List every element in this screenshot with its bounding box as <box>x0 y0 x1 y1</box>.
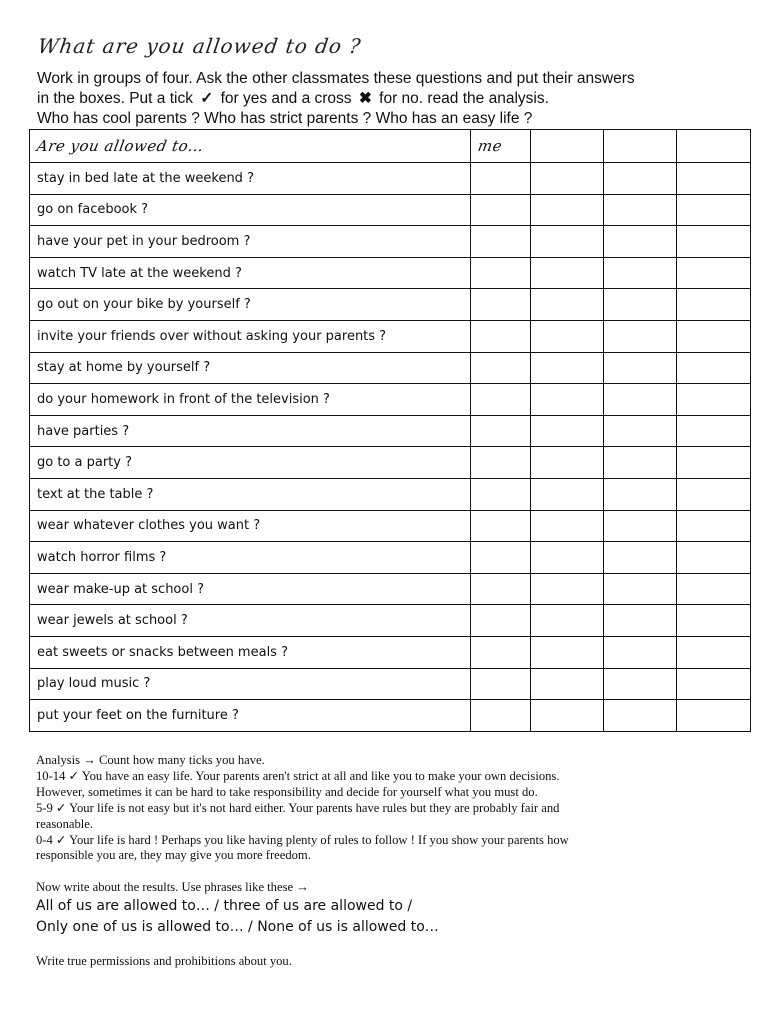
answer-cell-classmate-1[interactable] <box>530 194 603 226</box>
answer-cell-me[interactable] <box>470 447 530 479</box>
answer-cell-me[interactable] <box>470 478 530 510</box>
table-row <box>30 384 751 416</box>
table-row <box>30 289 751 321</box>
answer-cell-me[interactable] <box>470 668 530 700</box>
answer-cell-classmate-3[interactable] <box>676 257 750 289</box>
worksheet-title: What are you allowed to do ? <box>36 34 363 58</box>
question-cell: wear whatever clothes you want ? <box>30 510 471 542</box>
answer-cell-classmate-1[interactable] <box>530 320 603 352</box>
answer-cell-classmate-2[interactable] <box>603 289 676 321</box>
answer-cell-classmate-1[interactable] <box>530 605 603 637</box>
instructions <box>37 69 757 129</box>
instructions-line-2-part-a: in the boxes. Put a tick <box>37 90 193 107</box>
answer-cell-classmate-3[interactable] <box>676 289 750 321</box>
answer-cell-classmate-3[interactable] <box>676 510 750 542</box>
answer-cell-classmate-3[interactable] <box>676 447 750 479</box>
answer-cell-classmate-2[interactable] <box>603 510 676 542</box>
answer-cell-classmate-2[interactable] <box>603 194 676 226</box>
answer-cell-classmate-1[interactable] <box>530 478 603 510</box>
analysis-line-2: 10-14 ✓ You have an easy life. Your parents aren't strict at all and like you to make your own decisions. <box>36 768 560 783</box>
analysis-line-5: reasonable. <box>36 816 93 831</box>
table-row <box>30 573 751 605</box>
table-row <box>30 700 751 732</box>
header-classmate-1-cell <box>530 130 603 163</box>
answer-cell-classmate-2[interactable] <box>603 636 676 668</box>
table-row <box>30 257 751 289</box>
answer-cell-me[interactable] <box>470 605 530 637</box>
answer-cell-classmate-2[interactable] <box>603 542 676 574</box>
table-row <box>30 226 751 258</box>
answer-cell-classmate-2[interactable] <box>603 163 676 195</box>
answer-cell-classmate-1[interactable] <box>530 636 603 668</box>
answer-cell-classmate-2[interactable] <box>603 257 676 289</box>
tick-icon: ✓ <box>200 90 214 107</box>
table-row <box>30 163 751 195</box>
answer-cell-classmate-3[interactable] <box>676 320 750 352</box>
answer-cell-classmate-3[interactable] <box>676 415 750 447</box>
answer-cell-me[interactable] <box>470 700 530 732</box>
answer-cell-classmate-3[interactable] <box>676 542 750 574</box>
question-cell: eat sweets or snacks between meals ? <box>30 636 471 668</box>
question-cell: text at the table ? <box>30 478 471 510</box>
answer-cell-me[interactable] <box>470 226 530 258</box>
answer-cell-classmate-1[interactable] <box>530 700 603 732</box>
answer-cell-classmate-1[interactable] <box>530 163 603 195</box>
answer-cell-classmate-1[interactable] <box>530 573 603 605</box>
analysis-line-4: 5-9 ✓ Your life is not easy but it's not hard either. Your parents have rules but they are probably fair and <box>36 800 560 815</box>
question-cell: do your homework in front of the television ? <box>30 384 471 416</box>
answer-cell-classmate-1[interactable] <box>530 352 603 384</box>
answer-cell-classmate-1[interactable] <box>530 289 603 321</box>
question-cell: go to a party ? <box>30 447 471 479</box>
question-cell: have your pet in your bedroom ? <box>30 226 471 258</box>
answer-cell-me[interactable] <box>470 320 530 352</box>
instructions-line-1: Work in groups of four. Ask the other classmates these questions and put their answers <box>37 70 635 87</box>
instructions-line-2-part-b: for yes and a cross <box>220 90 352 107</box>
answer-cell-classmate-3[interactable] <box>676 226 750 258</box>
answer-cell-me[interactable] <box>470 257 530 289</box>
answer-cell-classmate-2[interactable] <box>603 415 676 447</box>
question-cell: stay in bed late at the weekend ? <box>30 163 471 195</box>
answer-cell-classmate-2[interactable] <box>603 352 676 384</box>
answer-cell-classmate-2[interactable] <box>603 668 676 700</box>
analysis-heading: Analysis → Count how many ticks you have. <box>36 753 265 767</box>
answer-cell-classmate-3[interactable] <box>676 605 750 637</box>
answer-cell-classmate-3[interactable] <box>676 573 750 605</box>
answer-cell-me[interactable] <box>470 289 530 321</box>
table-row <box>30 605 751 637</box>
answer-cell-classmate-3[interactable] <box>676 384 750 416</box>
question-cell: go on facebook ? <box>30 194 471 226</box>
table-row <box>30 668 751 700</box>
question-cell: invite your friends over without asking your parents ? <box>30 320 471 352</box>
answer-cell-me[interactable] <box>470 415 530 447</box>
answer-cell-classmate-1[interactable] <box>530 447 603 479</box>
answer-cell-classmate-3[interactable] <box>676 700 750 732</box>
answer-cell-me[interactable] <box>470 384 530 416</box>
table-row <box>30 320 751 352</box>
table-row <box>30 352 751 384</box>
answer-cell-classmate-1[interactable] <box>530 415 603 447</box>
header-me-label: me <box>476 137 504 155</box>
question-cell: play loud music ? <box>30 668 471 700</box>
answer-cell-classmate-1[interactable] <box>530 510 603 542</box>
header-me-cell <box>470 130 530 163</box>
phrase-line-1: All of us are allowed to… / three of us are allowed to / <box>36 898 413 915</box>
answer-cell-classmate-1[interactable] <box>530 226 603 258</box>
question-cell: put your feet on the furniture ? <box>30 700 471 732</box>
question-cell: watch TV late at the weekend ? <box>30 257 471 289</box>
question-cell: stay at home by yourself ? <box>30 352 471 384</box>
answer-cell-me[interactable] <box>470 194 530 226</box>
answer-cell-me[interactable] <box>470 352 530 384</box>
analysis-line-7: responsible you are, they may give you more freedom. <box>36 848 311 863</box>
header-classmate-2-cell <box>603 130 676 163</box>
answer-cell-classmate-2[interactable] <box>603 320 676 352</box>
answer-cell-classmate-3[interactable] <box>676 194 750 226</box>
answer-cell-me[interactable] <box>470 636 530 668</box>
analysis-line-6: 0-4 ✓ Your life is hard ! Perhaps you like having plenty of rules to follow ! If you show your parents how <box>36 832 569 847</box>
phrase-line-2: Only one of us is allowed to… / None of us is allowed to… <box>36 919 439 936</box>
answer-cell-classmate-3[interactable] <box>676 478 750 510</box>
instructions-line-3: Who has cool parents ? Who has strict parents ? Who has an easy life ? <box>37 110 533 127</box>
answer-cell-classmate-2[interactable] <box>603 478 676 510</box>
answer-cell-classmate-2[interactable] <box>603 605 676 637</box>
answer-cell-classmate-2[interactable] <box>603 573 676 605</box>
question-cell: go out on your bike by yourself ? <box>30 289 471 321</box>
answer-cell-classmate-1[interactable] <box>530 257 603 289</box>
question-cell: wear make-up at school ? <box>30 573 471 605</box>
table-row <box>30 510 751 542</box>
table-row <box>30 415 751 447</box>
answer-cell-me[interactable] <box>470 573 530 605</box>
analysis-section <box>36 753 746 970</box>
question-cell: wear jewels at school ? <box>30 605 471 637</box>
answer-cell-classmate-3[interactable] <box>676 636 750 668</box>
answer-cell-classmate-3[interactable] <box>676 668 750 700</box>
instructions-line-2-part-c: for no. read the analysis. <box>379 90 549 107</box>
header-question-cell <box>30 130 471 163</box>
header-classmate-3-cell <box>676 130 750 163</box>
table-row <box>30 194 751 226</box>
answer-cell-me[interactable] <box>470 510 530 542</box>
answer-cell-classmate-1[interactable] <box>530 542 603 574</box>
header-question-label: Are you allowed to… <box>35 137 206 155</box>
table-header-row <box>30 130 751 163</box>
table-row <box>30 542 751 574</box>
analysis-line-3: However, sometimes it can be hard to take responsibility and decide for yourself what you must do. <box>36 784 538 799</box>
answer-cell-me[interactable] <box>470 542 530 574</box>
answer-cell-classmate-2[interactable] <box>603 700 676 732</box>
answer-cell-classmate-3[interactable] <box>676 163 750 195</box>
question-cell: watch horror films ? <box>30 542 471 574</box>
answer-cell-classmate-1[interactable] <box>530 384 603 416</box>
answer-cell-classmate-3[interactable] <box>676 352 750 384</box>
question-cell: have parties ? <box>30 415 471 447</box>
table-row <box>30 636 751 668</box>
answer-cell-classmate-1[interactable] <box>530 668 603 700</box>
permissions-table <box>29 129 751 732</box>
write-intro: Now write about the results. Use phrases like these → <box>36 880 309 895</box>
table-row <box>30 447 751 479</box>
instructions-line-2 <box>37 89 757 109</box>
answer-cell-classmate-2[interactable] <box>603 384 676 416</box>
answer-cell-classmate-2[interactable] <box>603 447 676 479</box>
cross-icon: ✖ <box>358 90 372 107</box>
final-instruction: Write true permissions and prohibitions about you. <box>36 954 292 969</box>
table-row <box>30 478 751 510</box>
answer-cell-me[interactable] <box>470 163 530 195</box>
answer-cell-classmate-2[interactable] <box>603 226 676 258</box>
